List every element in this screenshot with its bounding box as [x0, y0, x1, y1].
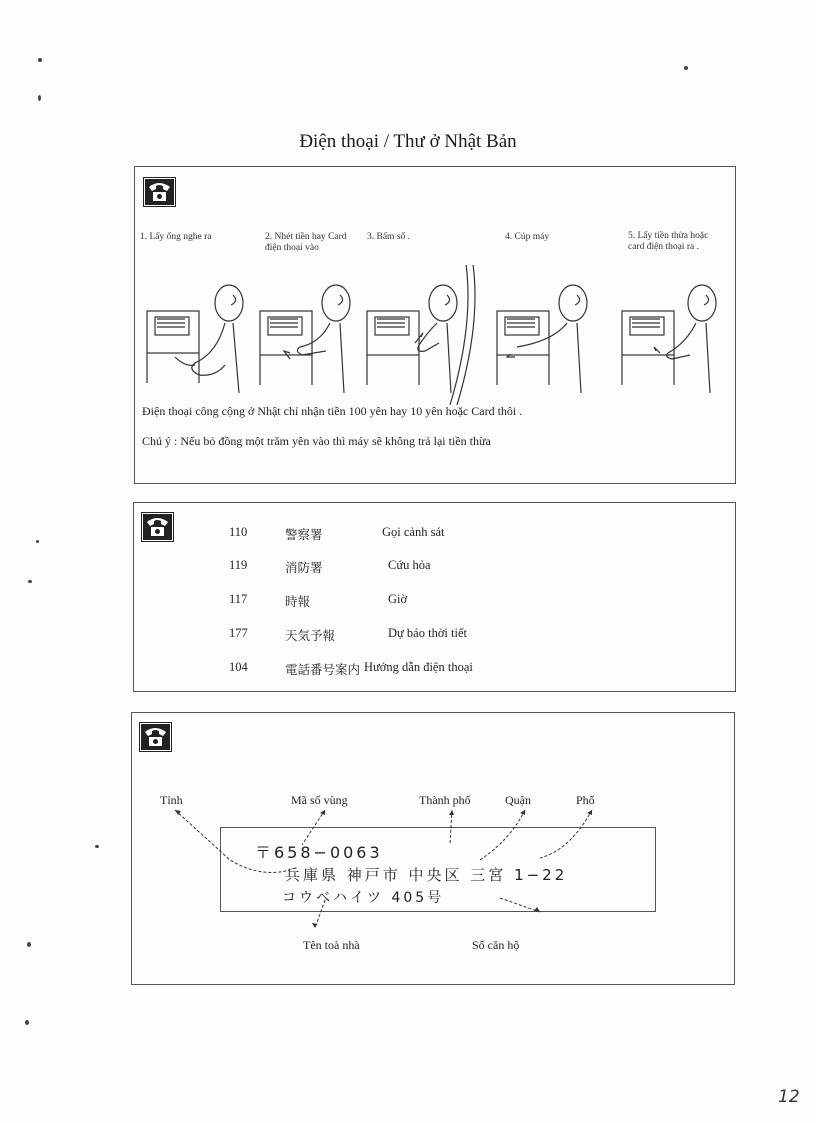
emergency-vietnamese-name: Gọi cảnh sát [382, 525, 445, 539]
step-5-label: 5. Lấy tiền thừa hoặc card điện thoại ra . [628, 231, 709, 252]
telephone-icon [139, 722, 172, 752]
page-title: Điện thoại / Thư ở Nhật Bản [299, 131, 517, 152]
emergency-number: 110 [229, 525, 248, 539]
scan-speck [27, 942, 31, 947]
province-label: Tỉnh [160, 793, 183, 807]
telephone-icon [141, 512, 174, 542]
scan-speck [684, 66, 688, 70]
emergency-number: 117 [229, 592, 248, 606]
emergency-japanese-name: 電話番号案内 [285, 662, 361, 677]
coin-note-text: Điện thoại công cộng ở Nhật chỉ nhận tiền 100 yên hay 10 yên hoặc Card thôi . [142, 404, 523, 418]
emergency-number: 104 [229, 660, 248, 674]
emergency-vietnamese-name: Giờ [388, 592, 408, 606]
emergency-number: 177 [229, 626, 248, 640]
city-label: Thành phố [419, 793, 471, 807]
district-label: Quận [505, 793, 531, 807]
scan-speck [38, 58, 42, 62]
emergency-number: 119 [229, 558, 248, 572]
postal-code-label: Mã số vùng [291, 793, 348, 807]
street-label: Phố [576, 793, 595, 807]
building-line: コウベハイツ 405号 [282, 890, 445, 906]
emergency-japanese-name: 時報 [285, 594, 311, 609]
step-4-label: 4. Cúp máy [505, 232, 550, 242]
address-line: 兵庫県 神戸市 中央区 三宮 1−22 [285, 866, 568, 884]
step-1-label: 1. Lấy ống nghe ra [140, 232, 212, 242]
scan-speck [95, 845, 99, 848]
telephone-icon [143, 177, 176, 207]
scan-speck [36, 540, 39, 543]
emergency-vietnamese-name: Hướng dẫn điện thoại [364, 660, 473, 674]
page-number: 12 [778, 1087, 800, 1107]
change-warning-text: Chú ý : Nếu bỏ đồng một trăm yên vào thì máy sẽ không trả lại tiền thừa [142, 434, 491, 448]
postal-code-line: 〒658−0063 [255, 843, 383, 862]
emergency-japanese-name: 天気予報 [285, 628, 336, 643]
scan-speck [28, 580, 32, 583]
step-3-label: 3. Bấm số . [367, 232, 411, 242]
building-name-label: Tên toà nhà [303, 938, 360, 952]
phone-steps-illustration [140, 265, 736, 405]
step-2-label: 2. Nhét tiền hay Card điện thoại vào [265, 232, 347, 253]
emergency-vietnamese-name: Cứu hỏa [388, 558, 431, 572]
apartment-number-label: Số căn hộ [472, 938, 520, 952]
emergency-japanese-name: 警察署 [285, 527, 323, 542]
emergency-vietnamese-name: Dự báo thời tiết [388, 626, 467, 640]
emergency-japanese-name: 消防署 [285, 560, 323, 575]
scan-speck [25, 1020, 29, 1025]
address-pointer-arrows [130, 800, 730, 950]
scan-speck [38, 95, 41, 101]
